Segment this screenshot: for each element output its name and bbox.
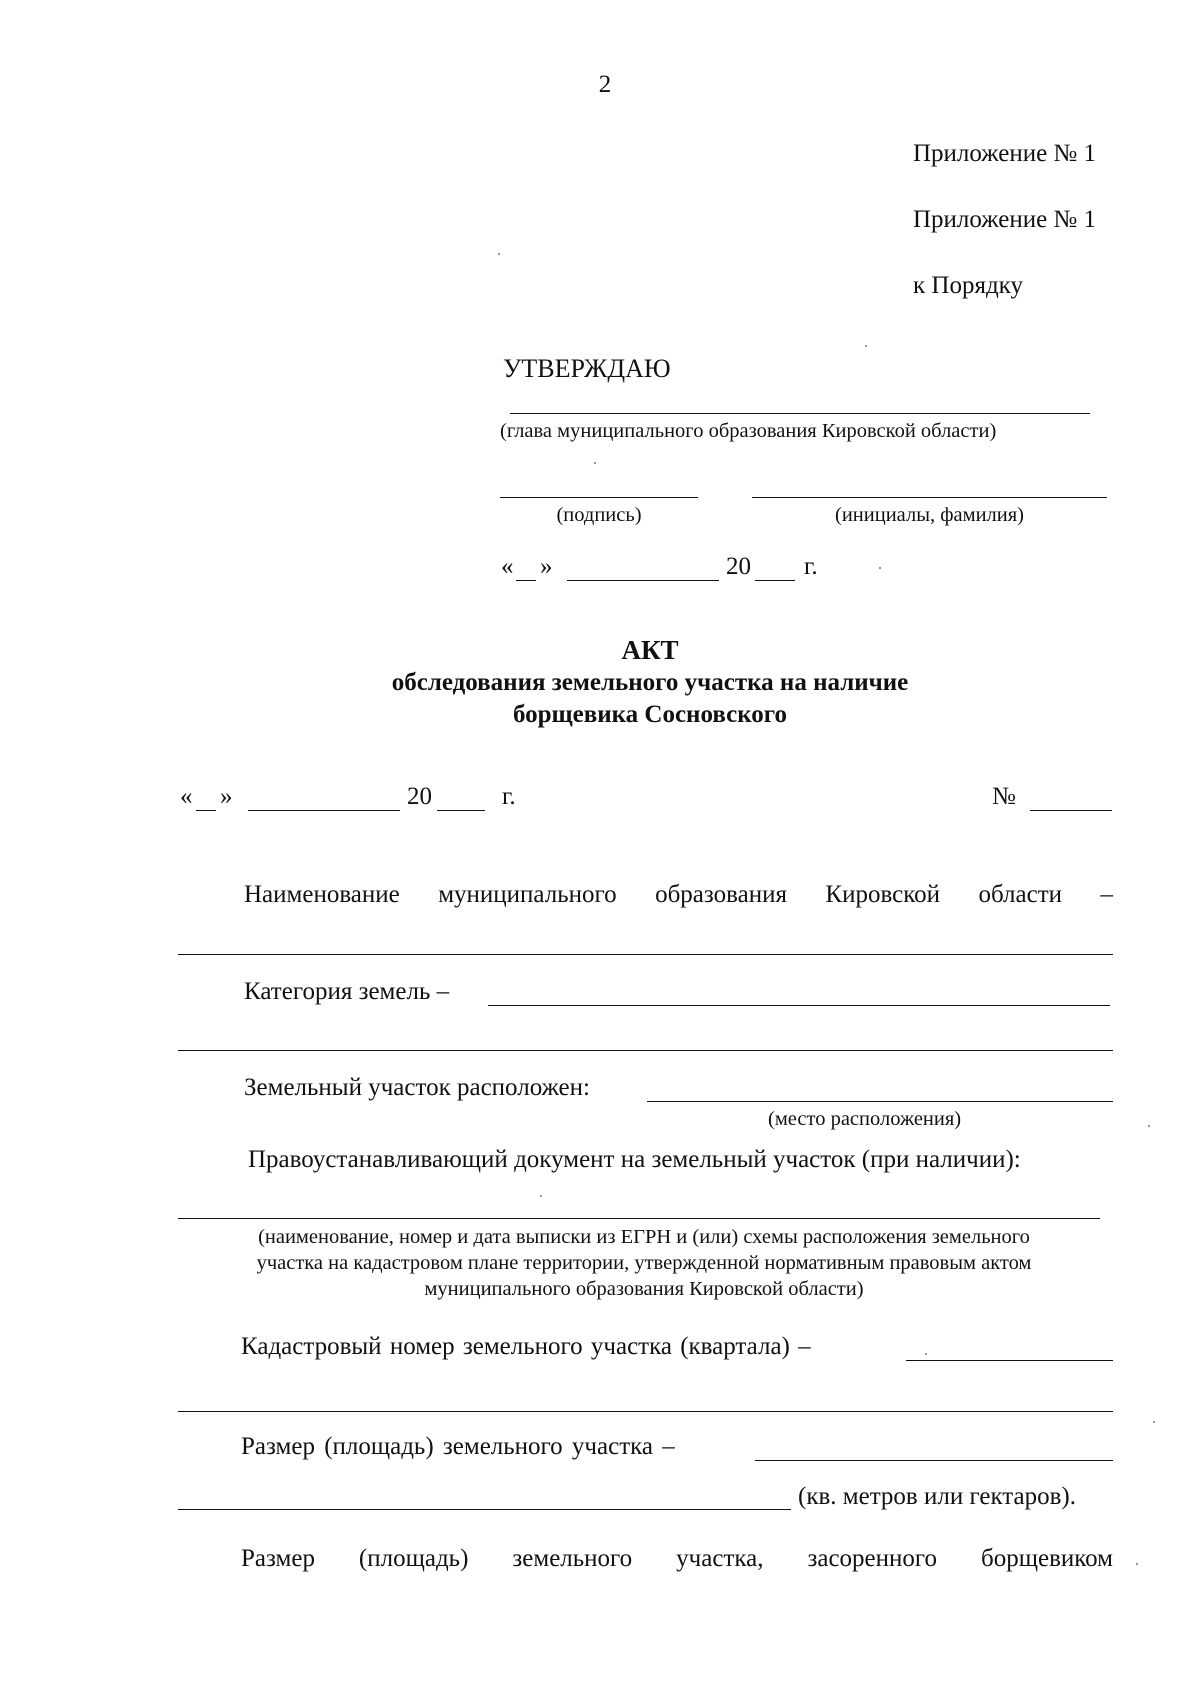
signature-line (500, 497, 698, 498)
act-year-suffix: г. (502, 783, 516, 810)
initials-line (752, 497, 1107, 498)
title-document-caption-line-3: муниципального образования Кировской области) (424, 1278, 864, 1300)
municipality-label: Наименование муниципального образования Кировской области – (244, 881, 1113, 908)
land-category-line-1 (488, 1005, 1110, 1006)
area-label: Размер (площадь) земельного участка – (241, 1433, 675, 1460)
scan-speck (865, 345, 867, 347)
to-order-label: к Порядку (913, 272, 1023, 299)
scan-speck (498, 253, 500, 255)
title-document-line (178, 1218, 1100, 1219)
act-title: АКТ (621, 635, 679, 665)
approval-month-line (567, 580, 719, 581)
scan-speck (1148, 1125, 1150, 1127)
act-subtitle-line-2: борщевика Сосновского (512, 701, 788, 728)
title-document-caption-line-2: участка на кадастровом плане территории, утвержденной нормативным правовым актом (256, 1252, 1032, 1274)
scan-speck (1153, 1421, 1155, 1423)
area-line (755, 1460, 1113, 1461)
approval-day-line (516, 580, 536, 581)
location-label: Земельный участок расположен: (244, 1074, 590, 1101)
cadastral-number-line (906, 1360, 1113, 1361)
location-caption: (место расположения) (768, 1108, 962, 1130)
land-category-line-2 (178, 1050, 1113, 1051)
signature-caption: (подпись) (556, 504, 642, 526)
land-category-label: Категория земель – (244, 978, 450, 1005)
scan-speck (1136, 1563, 1138, 1565)
head-caption: (глава муниципального образования Кировской области) (500, 420, 997, 442)
approval-year-suffix: г. (804, 553, 818, 580)
title-document-caption-line-1: (наименование, номер и дата выписки из ЕГРН и (или) схемы расположения земельного (258, 1226, 1030, 1248)
head-name-line (510, 413, 1090, 414)
approve-heading: УТВЕРЖДАЮ (503, 354, 671, 383)
act-date-close-quote: » (220, 783, 233, 810)
act-day-line (196, 810, 216, 811)
scan-speck (594, 462, 596, 464)
cadastral-number-line-2 (178, 1411, 1113, 1412)
act-year-prefix: 20 (407, 783, 432, 810)
area-units-line (178, 1509, 791, 1510)
approval-year-prefix: 20 (726, 553, 751, 580)
appendix-label-1: Приложение № 1 (913, 140, 1097, 167)
approval-year-line (755, 580, 795, 581)
area-units-label: (кв. метров или гектаров). (798, 1483, 1077, 1510)
scan-speck (925, 1353, 927, 1355)
act-month-line (248, 810, 400, 811)
act-number-label: № (992, 783, 1016, 810)
infested-area-label: Размер (площадь) земельного участка, засоренного борщевиком (241, 1545, 1113, 1572)
cadastral-number-label: Кадастровый номер земельного участка (квартала) – (241, 1333, 811, 1360)
approval-date-open-quote: « (501, 553, 514, 580)
scan-speck (879, 567, 881, 569)
title-document-label: Правоустанавливающий документ на земельный участок (при наличии): (248, 1146, 1021, 1173)
act-date-open-quote: « (180, 783, 193, 810)
act-year-line (437, 810, 485, 811)
scan-speck (540, 1195, 542, 1197)
approval-date-close-quote: » (540, 553, 553, 580)
initials-caption: (инициалы, фамилия) (835, 504, 1024, 526)
location-line (647, 1101, 1113, 1102)
act-number-line (1030, 810, 1112, 811)
appendix-label-2: Приложение № 1 (913, 206, 1097, 233)
page-number: 2 (598, 71, 612, 98)
municipality-line (178, 954, 1113, 955)
act-subtitle-line-1: обследования земельного участка на наличие (391, 669, 909, 696)
